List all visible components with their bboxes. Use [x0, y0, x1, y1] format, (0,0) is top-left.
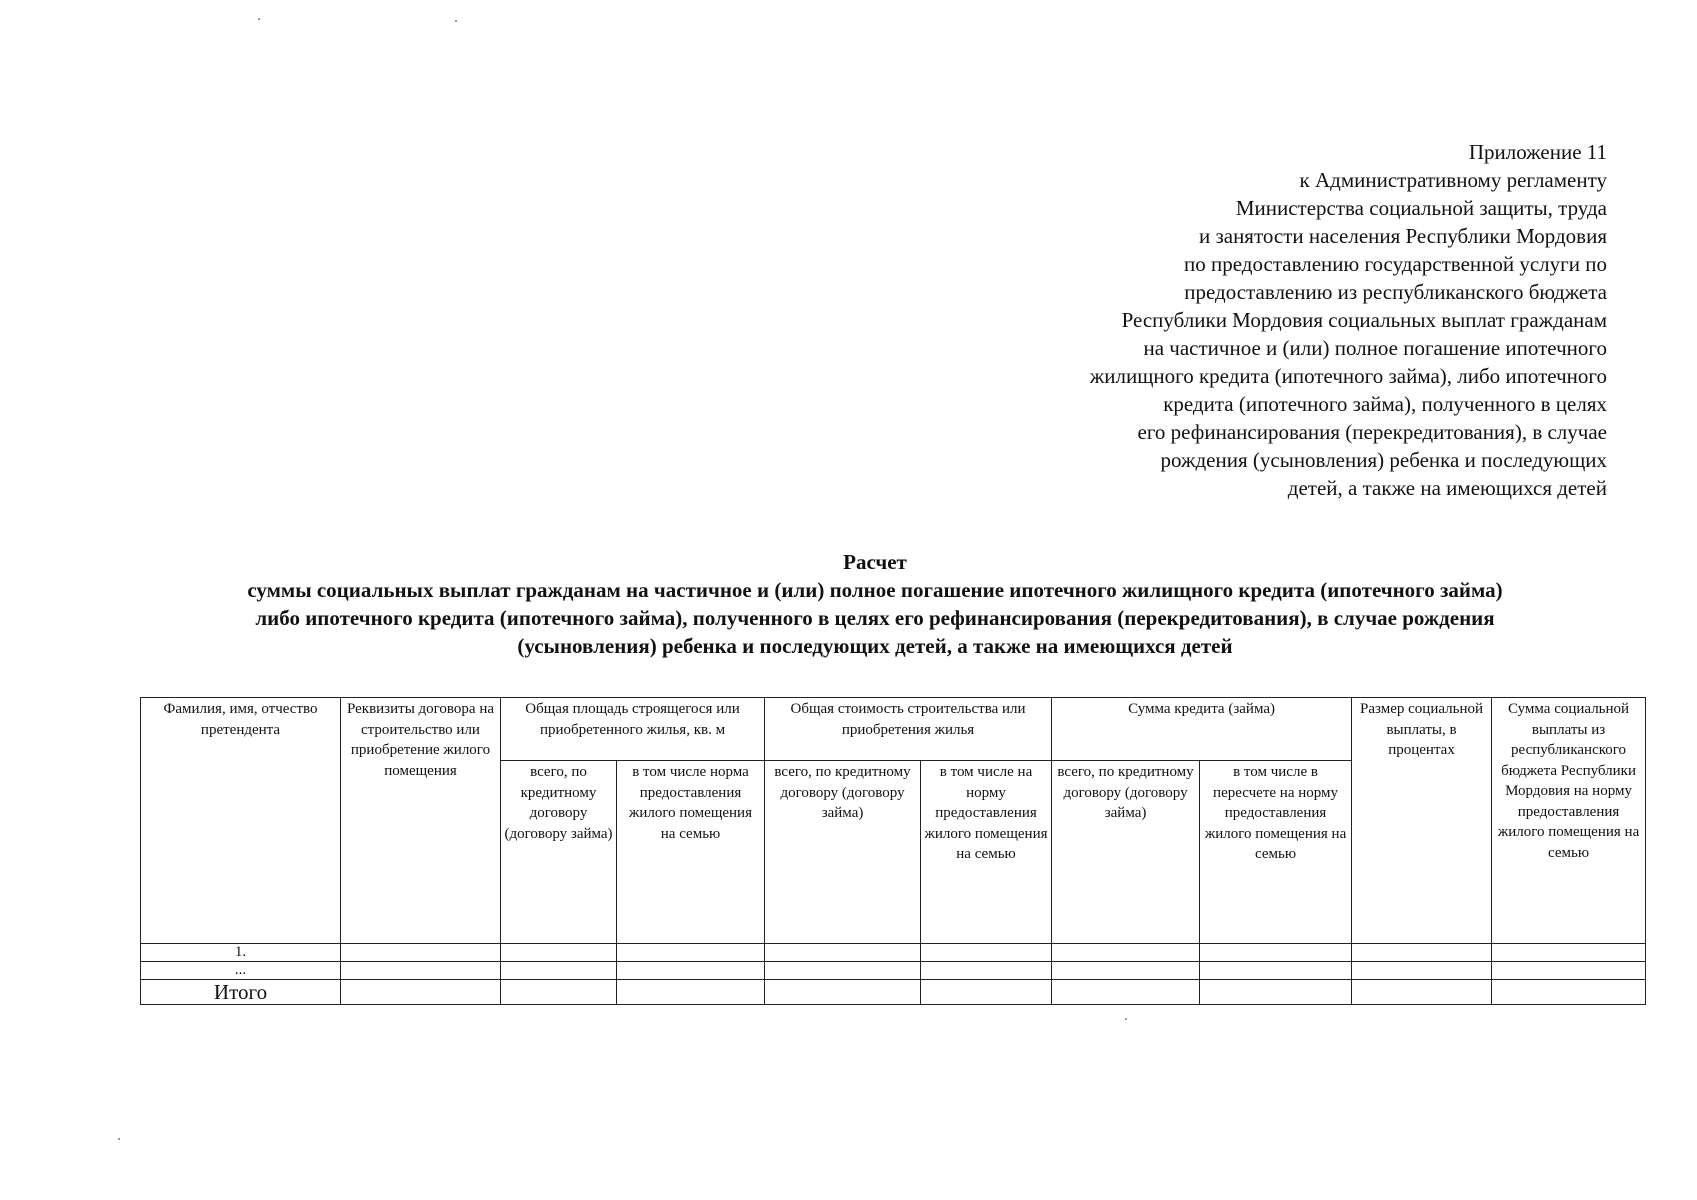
row-number: ... [141, 962, 341, 980]
header-credit-group: Сумма кредита (займа) [1052, 698, 1352, 761]
appendix-line: на частичное и (или) полное погашение ипотечного [1143, 336, 1607, 360]
appendix-line: кредита (ипотечного займа), полученного в целях [1163, 392, 1607, 416]
calculation-table [140, 697, 1646, 1005]
subtitle-line: либо ипотечного кредита (ипотечного займа), полученного в целях его рефинансирования (перекредитования), в случае рождения [255, 606, 1495, 630]
scan-speck [258, 18, 260, 20]
subtitle-line: суммы социальных выплат гражданам на частичное и (или) полное погашение ипотечного жилищного кредита (ипотечного займа) [247, 578, 1503, 602]
appendix-header [967, 138, 1607, 502]
header-row-1 [141, 698, 1646, 761]
header-credit-total: всего, по кредитному договору (договору займа) [1052, 761, 1200, 944]
header-fio: Фамилия, имя, отчество претендента [141, 698, 341, 944]
header-contract: Реквизиты договора на строительство или приобретение жилого помещения [341, 698, 501, 944]
header-credit-norm: в том числе в пересчете на норму предоставления жилого помещения на семью [1200, 761, 1352, 944]
title-subtitle [140, 576, 1610, 660]
header-area-norm: в том числе норма предоставления жилого помещения на семью [617, 761, 765, 944]
appendix-line: рождения (усыновления) ребенка и последующих [1160, 448, 1607, 472]
appendix-line: Республики Мордовия социальных выплат гражданам [1121, 308, 1607, 332]
table-row [141, 944, 1646, 962]
appendix-line: к Административному регламенту [1299, 168, 1607, 192]
header-payment-sum: Сумма социальной выплаты из республиканского бюджета Республики Мордовия на норму предоставления жилого помещения на семью [1492, 698, 1646, 944]
header-payment-percent: Размер социальной выплаты, в процентах [1352, 698, 1492, 944]
appendix-line: Приложение 11 [1468, 140, 1607, 164]
row-number: 1. [141, 944, 341, 962]
appendix-line: детей, а также на имеющихся детей [1287, 476, 1607, 500]
header-area-group: Общая площадь строящегося или приобретенного жилья, кв. м [501, 698, 765, 761]
header-cost-total: всего, по кредитному договору (договору займа) [765, 761, 921, 944]
header-cost-group: Общая стоимость строительства или приобретения жилья [765, 698, 1052, 761]
document-title [140, 548, 1610, 660]
header-area-total: всего, по кредитному договору (договору займа) [501, 761, 617, 944]
appendix-line: предоставлению из республиканского бюджета [1184, 280, 1607, 304]
appendix-line: жилищного кредита (ипотечного займа), либо ипотечного [1089, 364, 1607, 388]
total-label: Итого [141, 980, 341, 1005]
total-row [141, 980, 1646, 1005]
header-cost-norm: в том числе на норму предоставления жилого помещения на семью [921, 761, 1052, 944]
scan-speck [1125, 1018, 1127, 1020]
table-row [141, 962, 1646, 980]
scan-speck [455, 20, 457, 22]
appendix-line: по предоставлению государственной услуги по [1184, 252, 1607, 276]
scan-speck [118, 1138, 120, 1140]
appendix-line: и занятости населения Республики Мордовия [1198, 224, 1607, 248]
title-main: Расчет [843, 550, 907, 574]
subtitle-line: (усыновления) ребенка и последующих детей, а также на имеющихся детей [517, 634, 1233, 658]
appendix-line: Министерства социальной защиты, труда [1235, 196, 1607, 220]
appendix-line: его рефинансирования (перекредитования), в случае [1137, 420, 1607, 444]
